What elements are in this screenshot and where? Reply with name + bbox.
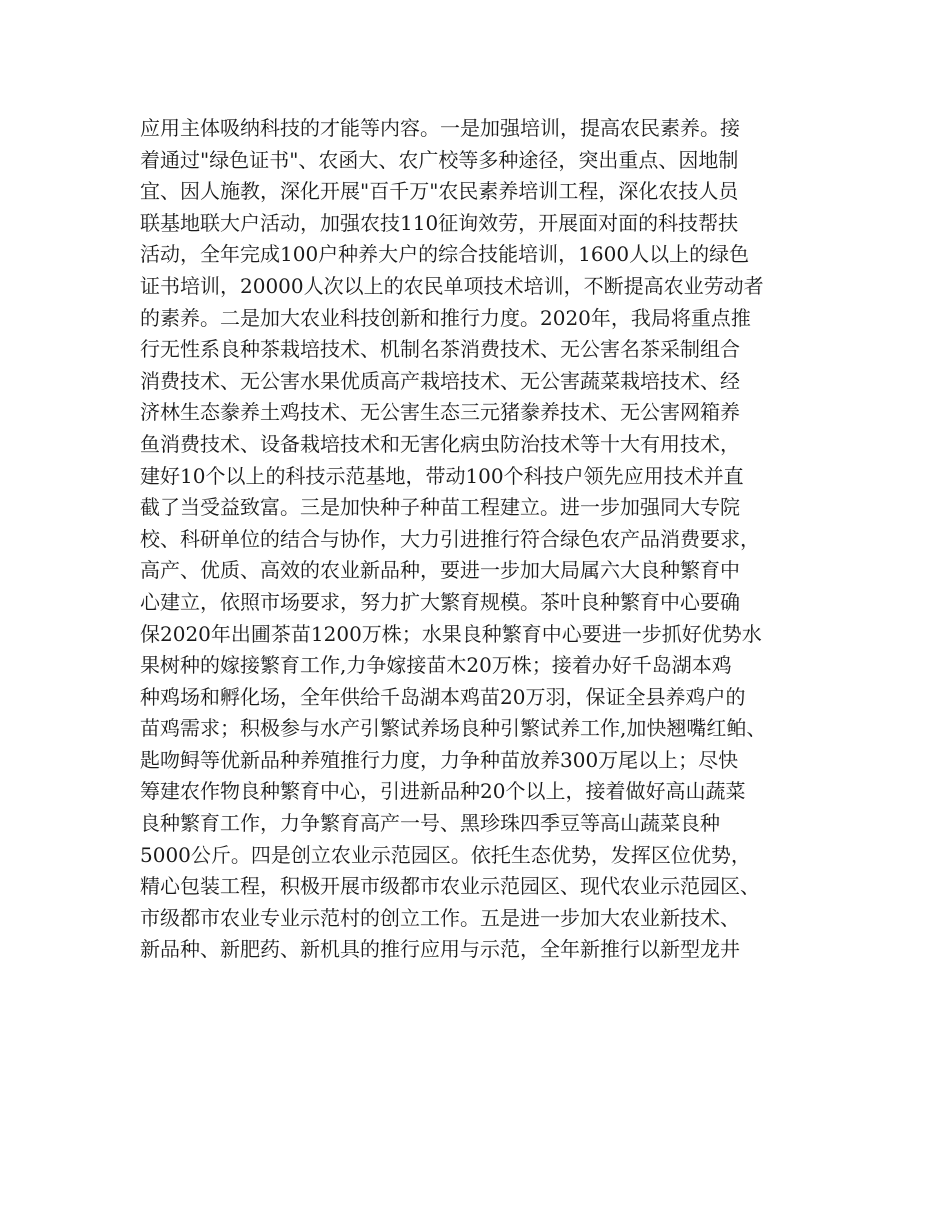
text-line: 活动，全年完成100户种养大户的综合技能培训，1600人以上的绿色	[140, 242, 750, 267]
text-line: 保2020年出圃茶苗1200万株；水果良种繁育中心要进一步抓好优势水	[140, 621, 762, 646]
text-line: 精心包装工程，积极开展市级都市农业示范园区、现代农业示范园区、	[140, 874, 760, 899]
text-line: 种鸡场和孵化场，全年供给千岛湖本鸡苗20万羽，保证全县养鸡户的	[140, 684, 746, 709]
text-line: 应用主体吸纳科技的才能等内容。一是加强培训，提高农民素养。接	[140, 116, 740, 140]
text-line: 新品种、新肥药、新机具的推行应用与示范，全年新推行以新型龙井	[140, 937, 740, 962]
text-line: 匙吻鲟等优新品种养殖推行力度，力争种苗放养300万尾以上；尽快	[140, 747, 739, 772]
text-line: 行无性系良种茶栽培技术、机制名茶消费技术、无公害名茶采制组合	[140, 337, 740, 362]
text-line: 5000公斤。四是创立农业示范园区。依托生态优势，发挥区位优势，	[140, 842, 751, 867]
text-line: 苗鸡需求；积极参与水产引繁试养场良种引繁试养工作,加快翘嘴红鲌、	[140, 716, 767, 741]
body-text	[140, 113, 830, 966]
text-line: 着通过"绿色证书"、农函大、农广校等多种途径，突出重点、因地制	[140, 147, 739, 172]
text-line: 宜、因人施教，深化开展"百千万"农民素养培训工程，深化农技人员	[140, 179, 739, 204]
text-line: 鱼消费技术、设备栽培技术和无害化病虫防治技术等十大有用技术，	[140, 431, 740, 456]
text-line: 联基地联大户活动，加强农技110征询效劳，开展面对面的科技帮扶	[140, 210, 739, 235]
text-line: 高产、优质、高效的农业新品种，要进一步加大局属六大良种繁育中	[140, 558, 740, 583]
text-line: 果树种的嫁接繁育工作,力争嫁接苗木20万株；接着办好千岛湖本鸡	[140, 653, 732, 678]
text-line: 市级都市农业专业示范村的创立工作。五是进一步加大农业新技术、	[140, 905, 740, 930]
text-line: 截了当受益致富。三是加快种子种苗工程建立。进一步加强同大专院	[140, 495, 740, 520]
text-line: 心建立，依照市场要求，努力扩大繁育规模。茶叶良种繁育中心要确	[140, 589, 740, 614]
text-line: 证书培训，20000人次以上的农民单项技术培训，不断提高农业劳动者	[140, 273, 764, 298]
text-line: 消费技术、无公害水果优质高产栽培技术、无公害蔬菜栽培技术、经	[140, 368, 740, 393]
text-line: 良种繁育工作，力争繁育高产一号、黑珍珠四季豆等高山蔬菜良种	[140, 811, 720, 836]
text-line: 济林生态豢养土鸡技术、无公害生态三元猪豢养技术、无公害网箱养	[140, 400, 740, 425]
text-line: 校、科研单位的结合与协作，大力引进推行符合绿色农产品消费要求，	[140, 526, 760, 551]
text-line: 的素养。二是加大农业科技创新和推行力度。2020年，我局将重点推	[140, 305, 751, 330]
text-line: 建好10个以上的科技示范基地，带动100个科技户领先应用技术并直	[140, 463, 744, 488]
text-line: 筹建农作物良种繁育中心，引进新品种20个以上，接着做好高山蔬菜	[140, 779, 746, 804]
